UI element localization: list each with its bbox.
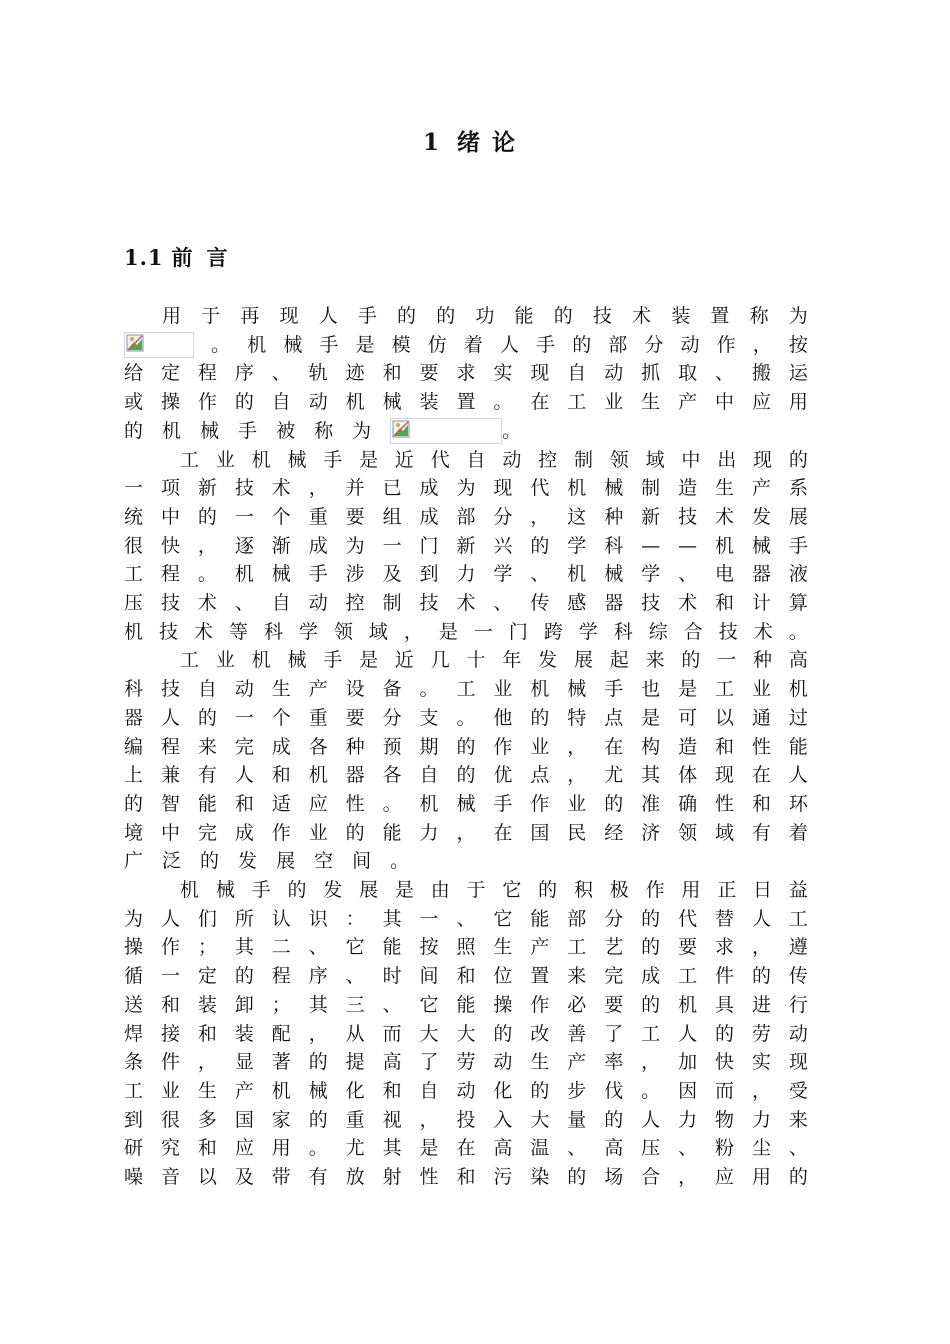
text-line: 工 业 生 产 机 械 化 和 自 动 化 的 步 伐 。 因 而 ， 受 xyxy=(124,1079,808,1102)
chapter-number: 1 xyxy=(422,129,441,156)
text-line: 的 机 械 手 被 称 为 。 xyxy=(124,419,522,442)
broken-image-icon xyxy=(124,332,194,358)
text-line: 循 一 定 的 程 序 、 时 间 和 位 置 来 完 成 工 件 的 传 xyxy=(124,965,808,988)
section-number: 1.1 xyxy=(124,245,164,270)
text-line: 研 究 和 应 用 。 尤 其 是 在 高 温 、 高 压 、 粉 尘 、 xyxy=(124,1137,808,1160)
section-title xyxy=(124,242,242,272)
text-line: 工 业 机 械 手 是 近 几 十 年 发 展 起 来 的 一 种 高 xyxy=(180,649,808,672)
text-line: 工 程 。 机 械 手 涉 及 到 力 学 、 机 械 学 、 电 器 液 xyxy=(124,563,808,586)
chapter-title xyxy=(0,124,950,157)
text-line: 上 兼 有 人 和 机 器 各 自 的 优 点 ， 尤 其 体 现 在 人 xyxy=(124,764,808,787)
text-line: 机 技 术 等 科 学 领 域 ， 是 一 门 跨 学 科 综 合 技 术 。 xyxy=(124,620,808,643)
text-line: 给 定 程 序 、 轨 迹 和 要 求 实 现 自 动 抓 取 、 搬 运 xyxy=(124,362,808,385)
text-line: 压 技 术 、 自 动 控 制 技 术 、 传 感 器 技 术 和 计 算 xyxy=(124,592,808,614)
text-line: 的 智 能 和 适 应 性 。 机 械 手 作 业 的 准 确 性 和 环 xyxy=(124,792,808,815)
text-line: 科 技 自 动 生 产 设 备 。 工 业 机 械 手 也 是 工 业 机 xyxy=(124,678,808,701)
broken-image-icon xyxy=(390,418,502,444)
text-line: 到 很 多 国 家 的 重 视 ， 投 入 大 量 的 人 力 物 力 来 xyxy=(124,1108,808,1131)
text-line: 用 于 再 现 人 手 的 的 功 能 的 技 术 装 置 称 为 xyxy=(162,305,808,327)
text-line: 。 机 械 手 是 模 仿 着 人 手 的 部 分 动 作 ， 按 xyxy=(124,331,808,359)
text-line: 操 作 ； 其 二 、 它 能 按 照 生 产 工 艺 的 要 求 ， 遵 xyxy=(124,936,808,959)
text-line: 送 和 装 卸 ； 其 三 、 它 能 操 作 必 要 的 机 具 进 行 xyxy=(124,993,808,1016)
text-line: 或 操 作 的 自 动 机 械 装 置 。 在 工 业 生 产 中 应 用 xyxy=(124,391,808,414)
text-line: 一 项 新 技 术 ， 并 已 成 为 现 代 机 械 制 造 生 产 系 xyxy=(124,477,808,500)
text-line: 噪 音 以 及 带 有 放 射 性 和 污 染 的 场 合 ， 应 用 的 xyxy=(124,1166,808,1188)
section-title-text: 前言 xyxy=(171,245,242,270)
text-line: 为 人 们 所 认 识 ： 其 一 、 它 能 部 分 的 代 替 人 工 xyxy=(124,907,808,930)
text-line: 境 中 完 成 作 业 的 能 力 ， 在 国 民 经 济 领 域 有 着 xyxy=(124,821,808,844)
text-line: 器 人 的 一 个 重 要 分 支 。 他 的 特 点 是 可 以 通 过 xyxy=(124,706,808,729)
text-line: 统 中 的 一 个 重 要 组 成 部 分 ， 这 种 新 技 术 发 展 xyxy=(124,505,808,528)
text-line: 机 械 手 的 发 展 是 由 于 它 的 积 极 作 用 正 日 益 xyxy=(180,879,808,901)
chapter-title-text: 绪论 xyxy=(457,129,527,156)
text-line: 编 程 来 完 成 各 种 预 期 的 作 业 ， 在 构 造 和 性 能 xyxy=(124,735,808,758)
text-line: 很 快 ， 逐 渐 成 为 一 门 新 兴 的 学 科 — — 机 械 手 xyxy=(124,534,808,557)
text-line: 广 泛 的 发 展 空 间 。 xyxy=(124,850,410,873)
text-line: 工 业 机 械 手 是 近 代 自 动 控 制 领 域 中 出 现 的 xyxy=(180,448,808,471)
text-line: 焊 接 和 装 配 ， 从 而 大 大 的 改 善 了 工 人 的 劳 动 xyxy=(124,1022,808,1045)
text-line: 条 件 ， 显 著 的 提 高 了 劳 动 生 产 率 ， 加 快 实 现 xyxy=(124,1051,808,1074)
